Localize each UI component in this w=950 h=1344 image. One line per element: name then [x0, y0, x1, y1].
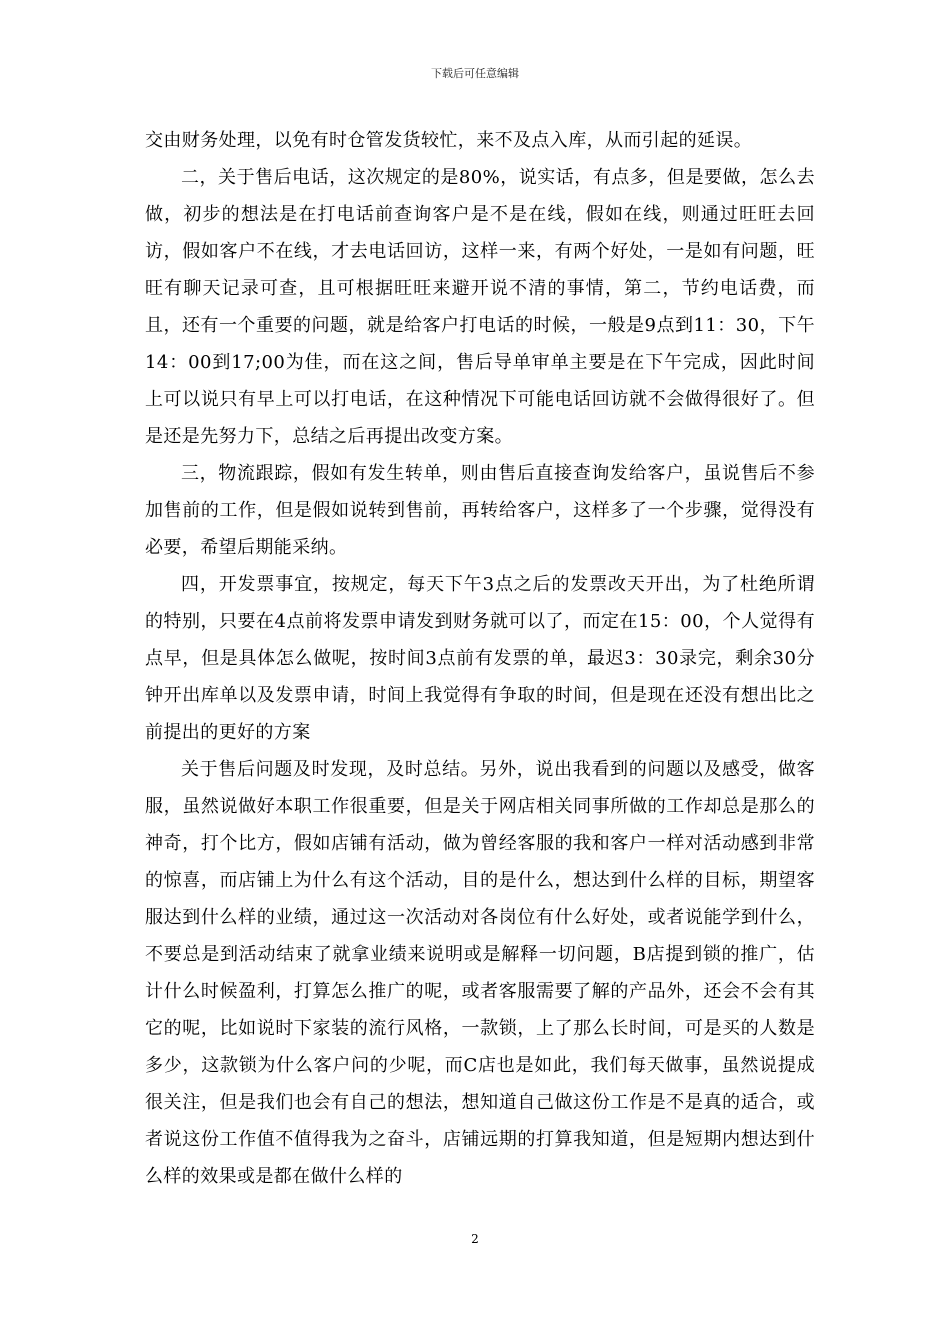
paragraph-invoicing: 四，开发票事宜，按规定，每天下午3点之后的发票改天开出，为了杜绝所谓的特别，只要在4点前将发票申请发到财务就可以了，而定在15：00，个人觉得有点早，但是具体怎么做呢，按时间3点前有发票的单，最迟3：30录完，剩余30分钟开出库单以及发票申请，时间上我觉得有争取的时间，但是现在还没有想出比之前提出的更好的方案	[145, 574, 815, 743]
paragraph-after-sales-phone: 二，关于售后电话，这次规定的是80%，说实话，有点多，但是要做，怎么去做，初步的想法是在打电话前查询客户是不是在线，假如在线，则通过旺旺去回访，假如客户不在线，才去电话回访，这样一来，有两个好处，一是如有问题，旺旺有聊天记录可查，且可根据旺旺来避开说不清的事情，第二，节约电话费，而且，还有一个重要的问题，就是给客户打电话的时候，一般是9点到11：30，下午14：00到17;00为佳，而在这之间，售后导单审单主要是在下午完成，因此时间上可以说只有早上可以打电话，在这种情况下可能电话回访就不会做得很好了。但是还是先努力下，总结之后再提出改变方案。	[145, 167, 815, 447]
paragraph-logistics-tracking: 三，物流跟踪，假如有发生转单，则由售后直接查询发给客户，虽说售后不参加售前的工作，但是假如说转到售前，再转给客户，这样多了一个步骤，觉得没有必要，希望后期能采纳。	[145, 463, 815, 558]
document-body	[145, 122, 815, 1195]
paragraph-continuation: 交由财务处理，以免有时仓管发货较忙，来不及点入库，从而引起的延误。	[145, 130, 753, 151]
paragraph-summary-and-feedback: 关于售后问题及时发现，及时总结。另外，说出我看到的问题以及感受，做客服，虽然说做好本职工作很重要，但是关于网店相关同事所做的工作却总是那么的神奇，打个比方，假如店铺有活动，做为曾经客服的我和客户一样对活动感到非常的惊喜，而店铺上为什么有这个活动，目的是什么，想达到什么样的目标，期望客服达到什么样的业绩，通过这一次活动对各岗位有什么好处，或者说能学到什么，不要总是到活动结束了就拿业绩来说明或是解释一切问题，B店提到锁的推广，估计什么时候盈利，打算怎么推广的呢，或者客服需要了解的产品外，还会不会有其它的呢，比如说时下家装的流行风格，一款锁，上了那么长时间，可是买的人数是多少，这款锁为什么客户问的少呢，而C店也是如此，我们每天做事，虽然说提成很关注，但是我们也会有自己的想法，想知道自己做这份工作是不是真的适合，或者说这份工作值不值得我为之奋斗，店铺远期的打算我知道，但是短期内想达到什么样的效果或是都在做什么样的	[145, 759, 815, 1187]
page-header: 下载后可任意编辑	[431, 67, 519, 80]
page-number: 2	[471, 1232, 479, 1246]
